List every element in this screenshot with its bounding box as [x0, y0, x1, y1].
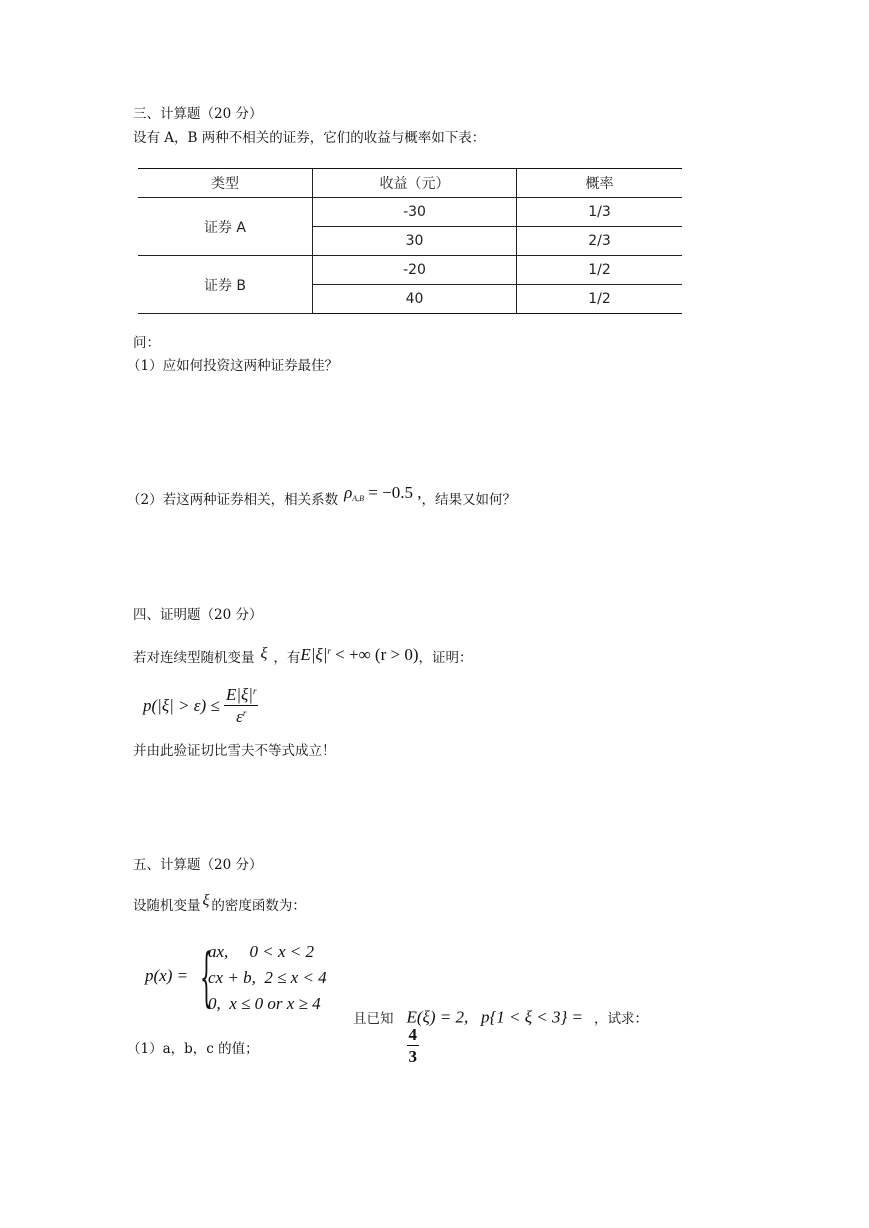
correlation-coefficient — [344, 483, 421, 502]
premise-text-mid: ，有 — [273, 650, 301, 666]
given-expression — [398, 990, 583, 1065]
income-cell: -30 — [313, 198, 517, 227]
inequality-fraction — [224, 686, 259, 725]
given-fraction-numerator: 4 — [408, 1024, 417, 1044]
table-row — [138, 256, 682, 285]
security-a-label: 证券 A — [138, 198, 313, 256]
probability-cell: 2/3 — [517, 227, 683, 256]
premise-text-before: 若对连续型随机变量 — [133, 650, 255, 666]
security-b-label: 证券 B — [138, 256, 313, 314]
section4-conclusion: 并由此验证切比雪夫不等式成立！ — [133, 743, 336, 759]
density-case-3: 0, x ≤ 0 or x ≥ 4 — [208, 994, 321, 1013]
header-income: 收益（元） — [313, 169, 517, 198]
rho-value: = −0.5 , — [368, 483, 422, 502]
probability-cell: 1/2 — [517, 256, 683, 285]
denominator-text: ε — [236, 707, 243, 726]
probability-cell: 1/2 — [517, 285, 683, 314]
given-after: ，试求： — [594, 1011, 648, 1027]
density-case-2: cx + b, 2 ≤ x < 4 — [208, 968, 327, 987]
question-2-text-before: （2）若这两种证券相关，相关系数 — [127, 492, 339, 508]
density-case-1: ax, 0 < x < 2 — [208, 942, 315, 961]
section5-intro — [133, 892, 306, 914]
section3-intro: 设有 A，B 两种不相关的证券，它们的收益与概率如下表： — [133, 130, 486, 146]
section5-question-1: （1）a，b，c 的值； — [127, 1041, 259, 1057]
xi-symbol: ξ — [260, 645, 268, 662]
moment-rest: < +∞ (r > 0) — [330, 645, 419, 664]
xi-symbol: ξ — [202, 892, 210, 909]
income-cell: -20 — [313, 256, 517, 285]
income-cell: 30 — [313, 227, 517, 256]
premise-text-after: ，证明： — [418, 650, 473, 666]
moment-condition — [300, 645, 418, 664]
moment-exponent: r — [327, 646, 331, 656]
income-cell: 40 — [313, 285, 517, 314]
table-header-row — [138, 169, 682, 198]
given-label: 且已知 — [353, 1011, 394, 1027]
denominator-exponent: r — [242, 708, 247, 718]
section3-heading: 三、计算题（20 分） — [133, 106, 263, 122]
question-2 — [127, 483, 516, 508]
probability-cell: 1/3 — [517, 198, 683, 227]
header-type: 类型 — [138, 169, 313, 198]
section4-premise — [133, 645, 473, 666]
question-1: （1）应如何投资这两种证券最佳？ — [127, 358, 339, 374]
numerator-exponent: r — [252, 686, 257, 696]
left-brace-icon: { — [200, 937, 213, 1015]
inequality-lhs: p(|ξ| > ε) ≤ — [143, 696, 220, 715]
rho-symbol: ρ — [344, 483, 353, 502]
table-row — [138, 198, 682, 227]
given-expression-text: E(ξ) = 2, p{1 < ξ < 3} = — [406, 1007, 583, 1027]
question-2-text-after: ，结果又如何？ — [421, 492, 516, 508]
intro-text-before: 设随机变量 — [133, 898, 201, 914]
securities-table — [138, 168, 682, 314]
fraction-numerator — [224, 686, 259, 706]
density-lhs: p(x) = — [145, 966, 189, 985]
given-fraction-denominator: 3 — [408, 1046, 417, 1066]
section5-heading: 五、计算题（20 分） — [133, 857, 263, 873]
intro-text-after: 的密度函数为： — [211, 898, 306, 914]
moment-lead: E|ξ| — [300, 645, 328, 664]
given-fraction — [407, 1026, 420, 1065]
rho-subscript: A,B — [352, 494, 365, 503]
question-label: 问： — [133, 335, 160, 351]
numerator-text: E|ξ| — [225, 685, 253, 704]
header-probability: 概率 — [517, 169, 683, 198]
markov-inequality — [143, 686, 258, 725]
section4-heading: 四、证明题（20 分） — [133, 607, 263, 623]
fraction-denominator — [236, 706, 246, 725]
